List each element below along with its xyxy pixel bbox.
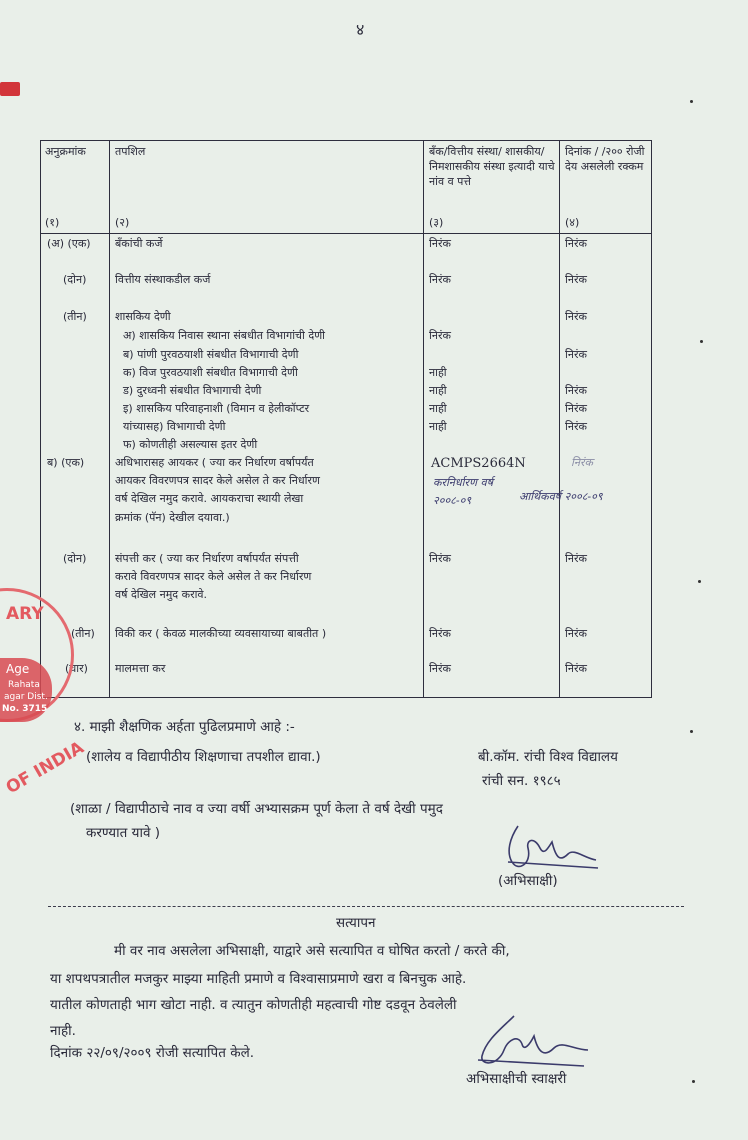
col-number-3: (३): [429, 216, 444, 229]
section4-instruction: (शालेय व विद्यापीठीय शिक्षणाचा तपशील द्यावा.): [86, 749, 321, 765]
row-detail: वर्ष देखिल नमुद करावे. आयकराचा स्थायी लेखा: [115, 492, 304, 505]
row-detail: करावे विवरणपत्र सादर केले असेल ते कर निर्धारण: [115, 570, 312, 583]
row-amount: निरंक: [565, 273, 587, 286]
row-institution: नाही: [429, 420, 447, 433]
row-amount: निरंक: [565, 420, 587, 433]
seal-line: agar Dist.: [4, 692, 48, 702]
seal-bottom-text: OF INDIA: [2, 737, 88, 799]
seal-line: Age: [6, 662, 30, 676]
col-number-2: (२): [115, 216, 130, 229]
deponent-signature-2: [464, 1010, 594, 1076]
speck: [700, 340, 703, 343]
red-binding-mark: [0, 82, 20, 96]
row-serial: (चार): [65, 662, 88, 675]
header-institution: बँक/वित्तीय संस्था/ शासकीय/निमशासकीय संस्था इत्यादी याचे नांव व पत्ते: [429, 145, 555, 188]
section4-note: करण्यात यावे ): [86, 825, 161, 841]
row-institution: निरंक: [429, 552, 451, 565]
header-amount: दिनांक / /२०० रोजी देय असलेली रक्कम: [565, 145, 645, 173]
seal-line: No. 3715: [2, 704, 48, 714]
deponent-signature-label: अभिसाक्षीची स्वाक्षरी: [466, 1071, 567, 1087]
header-detail: तपशिल: [115, 145, 146, 158]
verification-line: नाही.: [50, 1023, 76, 1039]
row-detail: मालमत्ता कर: [115, 662, 166, 675]
seal-top-text: ARY: [6, 604, 44, 624]
row-serial: ब) (एक): [47, 456, 85, 469]
row-detail: वर्ष देखिल नमुद करावे.: [115, 588, 208, 601]
row-amount: निरंक: [565, 552, 587, 565]
row-institution: निरंक: [429, 329, 451, 342]
row-amount: निरंक: [565, 402, 587, 415]
row-detail: क्रमांक (पॅन) देखील दयावा.): [115, 511, 230, 524]
section4-note: (शाळा / विद्यापीठाचे नाव व ज्या वर्षी अभ्यासक्रम पूर्ण केला ते वर्ष देखी पमुद: [70, 801, 443, 817]
row-institution: नाही: [429, 384, 447, 397]
row-institution: नाही: [429, 402, 447, 415]
section-divider: [48, 906, 684, 907]
col-number-4: (४): [565, 216, 580, 229]
verification-line: या शपथपत्रातील मजकुर माझ्या माहिती प्रमाणे व विश्वासाप्रमाणे खरा व बिनचुक आहे.: [50, 971, 467, 987]
financial-year: आर्थिकवर्ष २००८-०९: [519, 490, 603, 503]
row-detail: यांच्यासह) विभागाची देणी: [123, 420, 226, 433]
row-institution: नाही: [429, 366, 447, 379]
row-serial: (तीन): [63, 310, 87, 323]
row-detail: संपत्ती कर ( ज्या कर निर्धारण वर्षापर्यंत संपत्ती: [115, 552, 299, 565]
verification-line: यातील कोणताही भाग खोटा नाही. व त्यातुन कोणतीही महत्वाची गोष्ट दडवून ठेवलेली: [50, 997, 457, 1013]
row-serial: (अ) (एक): [47, 237, 91, 250]
col-divider: [559, 141, 560, 697]
row-amount: निरंक: [565, 237, 587, 250]
row-serial: (दोन): [63, 552, 87, 565]
row-detail: शासकिय देणी: [115, 310, 171, 323]
row-detail: इ) शासकिय परिवाहनाशी (विमान व हेलीकॉप्टर: [123, 402, 310, 415]
education-degree: बी.कॉम. रांची विश्व विद्यालय: [478, 749, 618, 765]
education-year: रांची सन. १९८५: [482, 773, 561, 789]
verification-date: दिनांक २२/०९/२००९ रोजी सत्यापित केले.: [50, 1045, 255, 1061]
row-detail: बँकांची कर्जे: [115, 237, 163, 250]
row-detail: आयकर विवरणपत्र सादर केले असेल ते कर निर्धारण: [115, 474, 320, 487]
speck: [690, 100, 693, 103]
row-institution: निरंक: [429, 237, 451, 250]
row-detail: फ) कोणतीही असल्यास इतर देणी: [123, 438, 258, 451]
speck: [692, 1080, 695, 1083]
row-institution: निरंक: [429, 627, 451, 640]
seal-line: Rahata: [8, 680, 40, 690]
speck: [698, 580, 701, 583]
row-detail: ड) दुरध्वनी संबधीत विभागाची देणी: [123, 384, 262, 397]
col-divider: [109, 141, 110, 697]
verification-line: मी वर नाव असलेला अभिसाक्षी, याद्वारे असे सत्यापित व घोषित करतो / करते की,: [114, 943, 510, 959]
row-detail: अधिभारासह आयकर ( ज्या कर निर्धारण वर्षापर्यंत: [115, 456, 314, 469]
row-detail: क) विज पुरवठयाशी संबधीत विभागाची देणी: [123, 366, 298, 379]
row-detail: वित्तीय संस्थाकडील कर्ज: [115, 273, 211, 286]
col-number-1: (१): [45, 216, 60, 229]
header-serial: अनुक्रमांक: [45, 145, 86, 158]
col-divider: [423, 141, 424, 697]
assessment-year-value: २००८-०९: [433, 494, 472, 507]
row-institution: निरंक: [429, 273, 451, 286]
assessment-year-label: करनिर्धारण वर्ष: [433, 476, 493, 489]
row-serial: (तीन): [71, 627, 95, 640]
row-amount: निरंक: [571, 456, 593, 469]
row-serial: (दोन): [63, 273, 87, 286]
pan-number: ACMPS2664N: [431, 456, 526, 471]
deponent-label: (अभिसाक्षी): [498, 873, 558, 889]
row-amount: निरंक: [565, 348, 587, 361]
page-number: ४: [356, 20, 365, 39]
row-institution: निरंक: [429, 662, 451, 675]
row-amount: निरंक: [565, 627, 587, 640]
row-detail: विकी कर ( केवळ मालकीच्या व्यवसायाच्या बाबतीत ): [115, 627, 327, 640]
row-amount: निरंक: [565, 310, 587, 323]
liabilities-table: [40, 140, 652, 698]
row-amount: निरंक: [565, 384, 587, 397]
speck: [690, 730, 693, 733]
row-detail: ब) पांणी पुरवठयाशी संबधीत विभागाची देणी: [123, 348, 299, 361]
header-divider: [41, 233, 651, 234]
verification-heading: सत्यापन: [336, 915, 376, 931]
row-detail: अ) शासकिय निवास स्थाना संबधीत विभागांची देणी: [123, 329, 326, 342]
section4-heading: ४. माझी शैक्षणिक अर्हता पुढिलप्रमाणे आहे :-: [74, 719, 295, 735]
row-amount: निरंक: [565, 662, 587, 675]
